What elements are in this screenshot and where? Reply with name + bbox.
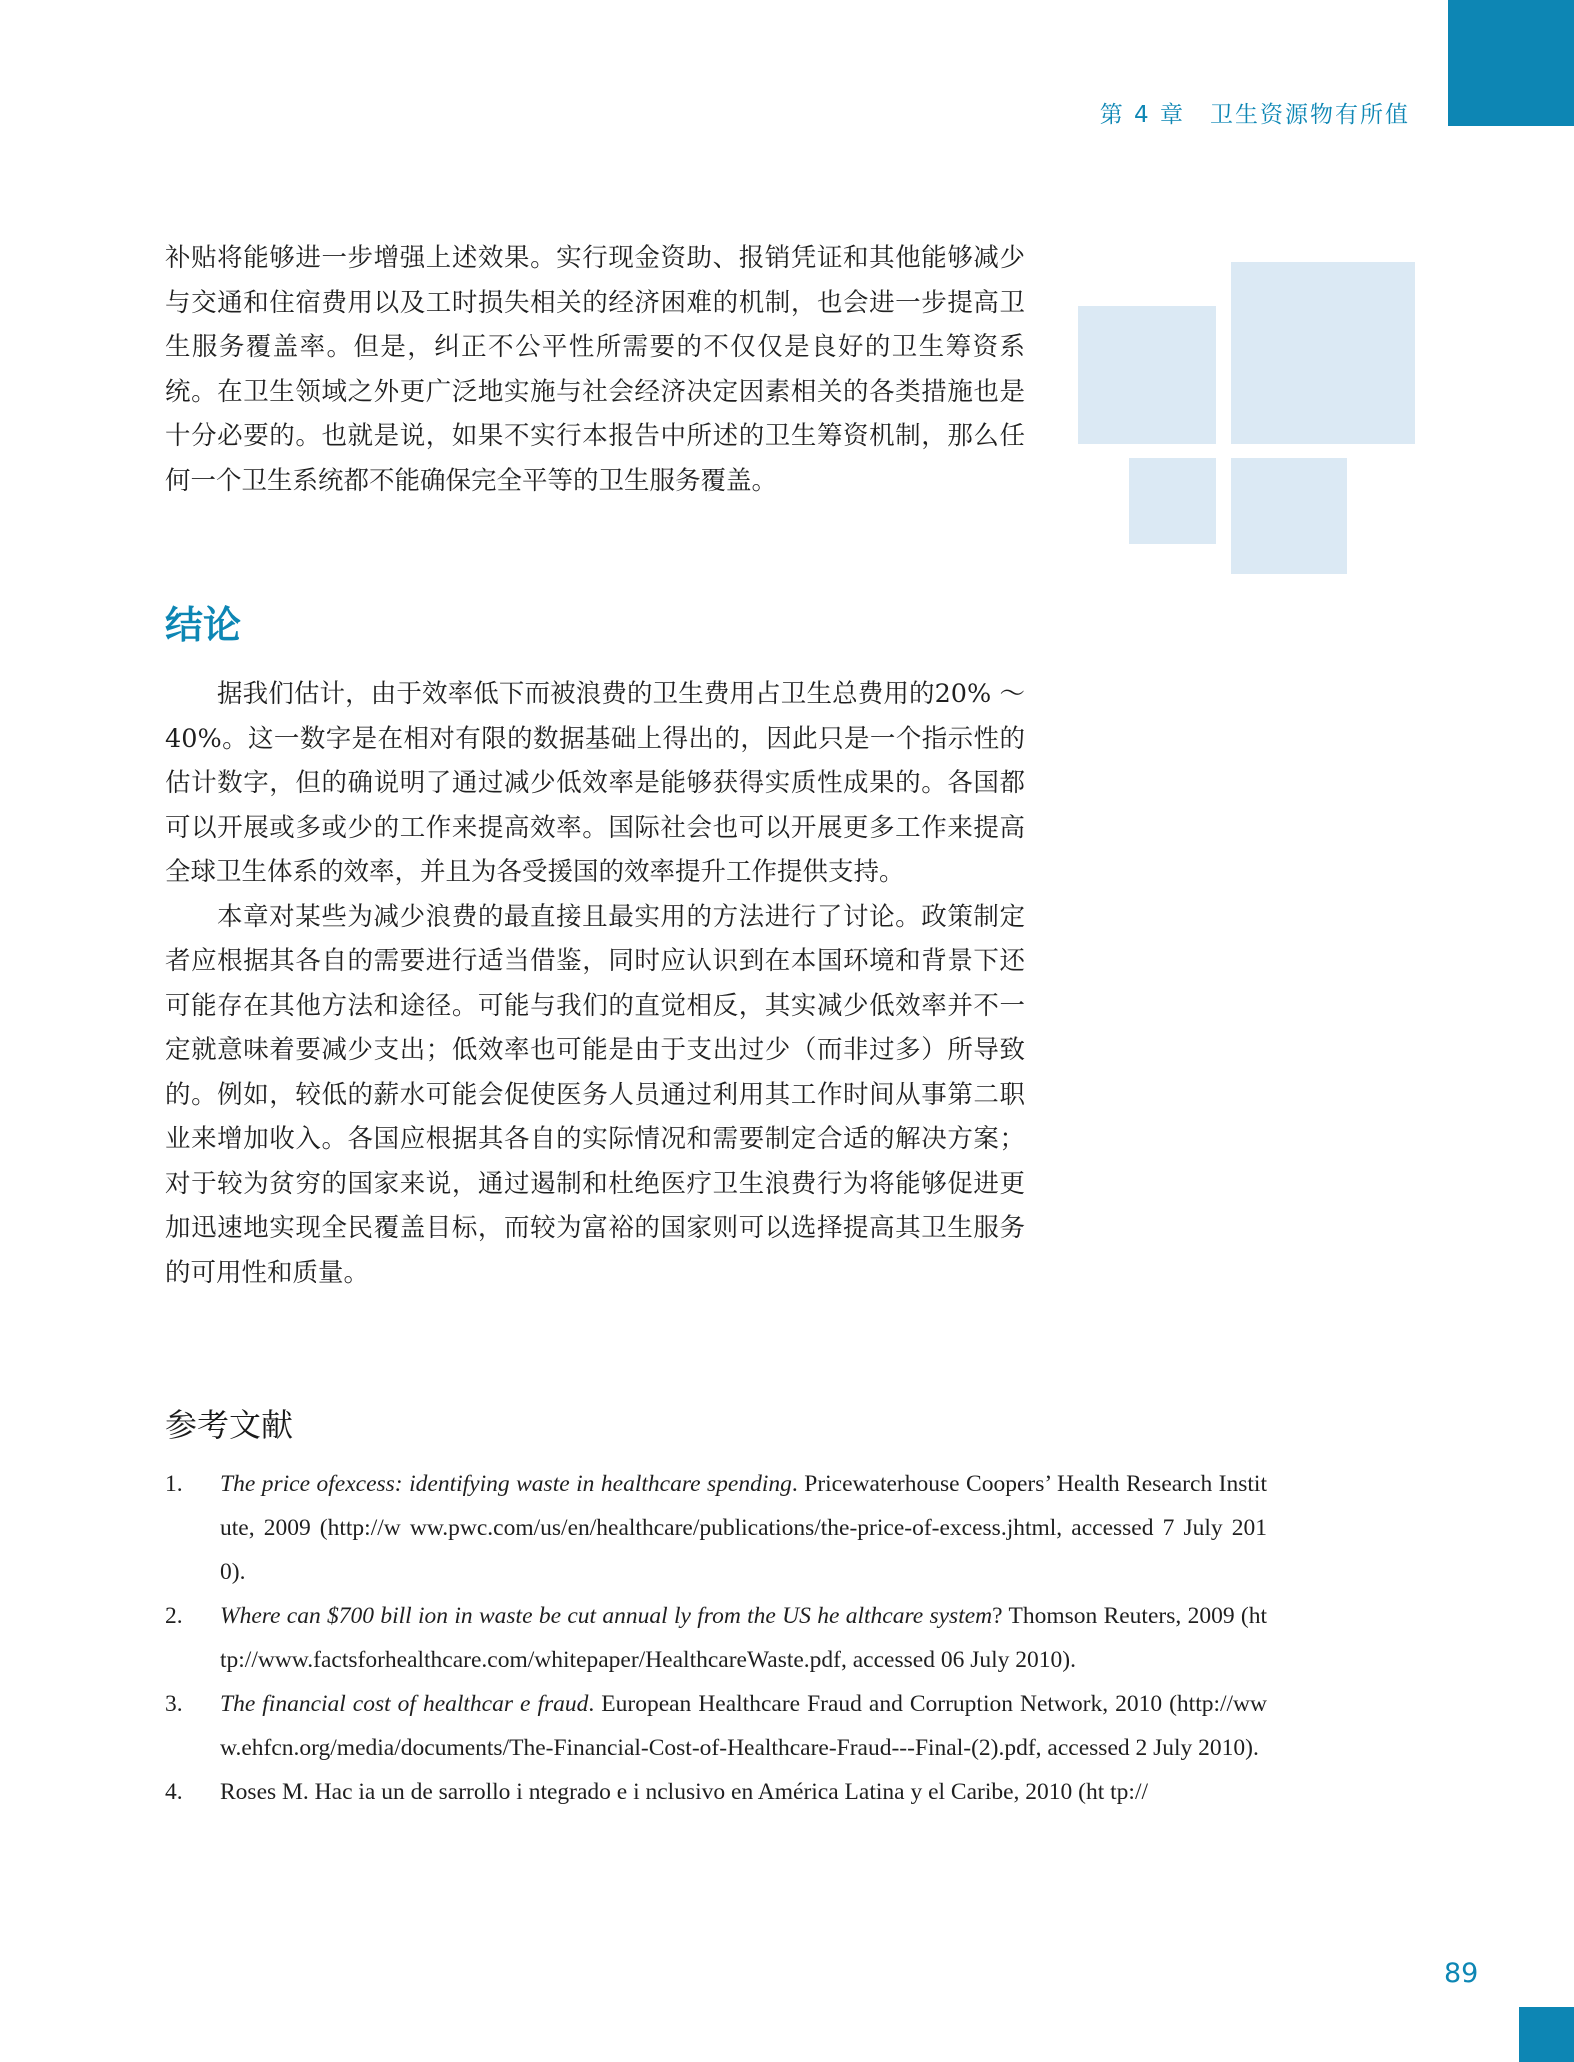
conclusion-heading: 结论 — [165, 603, 242, 647]
reference-text — [220, 1462, 1267, 1594]
reference-item — [165, 1770, 1267, 1814]
conclusion-paragraph: 据我们估计，由于效率低下而被浪费的卫生费用占卫生总费用的20% ～ 40%。这一数字是在相对有限的数据基础上得出的，因此只是一个指示性的估计数字，但的确说明了通过减少低效率是能够获得实质性成果的。各国都可以开展或多或少的工作来提高效率。国际社会也可以开展更多工作来提高全球卫生体系的效率，并且为各受援国的效率提升工作提供支持。 — [165, 679, 1025, 887]
reference-item — [165, 1462, 1267, 1594]
references-heading: 参考文献 — [165, 1406, 294, 1444]
reference-details: . European Healthcare Fraud and Corruption Network, 2010 (http://www.ehfcn.org/media/documents/The-Financial-Cost-of-Healthcare-Fraud---Final-(2).pdf, accessed 2 July 2010). — [220, 1691, 1268, 1761]
reference-text — [220, 1770, 1267, 1814]
reference-number: 2. — [165, 1603, 183, 1629]
reference-item — [165, 1682, 1267, 1770]
corner-tab-bottom — [1519, 2007, 1574, 2062]
decorative-square — [1231, 458, 1347, 574]
reference-number: 1. — [165, 1471, 183, 1497]
decorative-square — [1231, 262, 1415, 444]
decorative-square — [1129, 458, 1216, 544]
reference-text — [220, 1682, 1267, 1770]
page-number: 89 — [1444, 1958, 1479, 1989]
reference-details: ? Thomson Reuters, 2009 (ht tp://www.factsforhealthcare.com/whitepaper/HealthcareWaste.pdf, accessed 06 July 2010). — [220, 1603, 1267, 1673]
reference-number: 3. — [165, 1691, 183, 1717]
reference-title: The price ofexcess: identifying waste in healthcare spending — [220, 1471, 792, 1497]
references-list — [165, 1462, 1267, 1814]
conclusion-section — [165, 672, 1025, 1295]
reference-title: The financial cost of healthcar e fraud — [220, 1691, 589, 1717]
intro-paragraph: 补贴将能够进一步增强上述效果。实行现金资助、报销凭证和其他能够减少与交通和住宿费用以及工时损失相关的经济困难的机制，也会进一步提高卫生服务覆盖率。但是，纠正不公平性所需要的不仅仅是良好的卫生筹资系统。在卫生领域之外更广泛地实施与社会经济决定因素相关的各类措施也是十分必要的。也就是说，如果不实行本报告中所述的卫生筹资机制，那么任何一个卫生系统都不能确保完全平等的卫生服务覆盖。 — [165, 243, 1025, 496]
decorative-square — [1078, 306, 1216, 444]
reference-number: 4. — [165, 1779, 183, 1805]
corner-tab-top — [1448, 0, 1574, 126]
running-header: 第 4 章 卫生资源物有所值 — [1099, 102, 1410, 128]
reference-item — [165, 1594, 1267, 1682]
reference-details: Roses M. Hac ia un de sarrollo i ntegrado e i nclusivo en América Latina y el Caribe, 2010 (ht tp:// — [220, 1779, 1149, 1805]
intro-section — [165, 236, 1025, 503]
reference-details: . Pricewaterhouse Coopers’ Health Research Institute, 2009 (http://w ww.pwc.com/us/en/healthcare/publications/the-price-of-excess.jhtml, accessed 7 July 2010). — [220, 1471, 1267, 1585]
reference-text — [220, 1594, 1267, 1682]
conclusion-paragraph: 本章对某些为减少浪费的最直接且最实用的方法进行了讨论。政策制定者应根据其各自的需要进行适当借鉴，同时应认识到在本国环境和背景下还可能存在其他方法和途径。可能与我们的直觉相反，其实减少低效率并不一定就意味着要减少支出；低效率也可能是由于支出过少（而非过多）所导致的。例如，较低的薪水可能会促使医务人员通过利用其工作时间从事第二职业来增加收入。各国应根据其各自的实际情况和需要制定合适的解决方案；对于较为贫穷的国家来说，通过遏制和杜绝医疗卫生浪费行为将能够促进更加迅速地实现全民覆盖目标，而较为富裕的国家则可以选择提高其卫生服务的可用性和质量。 — [165, 901, 1025, 1288]
reference-title: Where can $700 bill ion in waste be cut annual ly from the US he althcare system — [220, 1603, 993, 1629]
